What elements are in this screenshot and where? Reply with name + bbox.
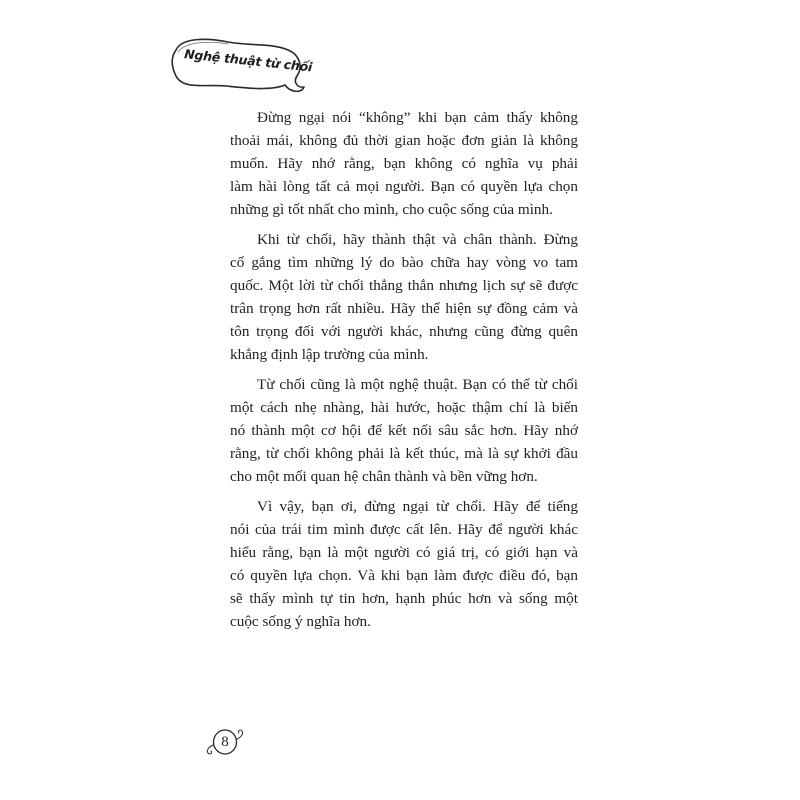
page-number: 8 xyxy=(221,734,229,750)
text-line: nó thành một cơ hội để kết nối sâu sắc hơn. Hãy nhớ xyxy=(230,422,578,439)
text-line: sẽ thấy mình tự tin hơn, hạnh phúc hơn và sống một xyxy=(230,590,578,607)
text-line: Từ chối cũng là một nghệ thuật. Bạn có thể từ chối xyxy=(257,376,578,393)
body-text xyxy=(230,106,578,640)
paragraph xyxy=(230,373,578,488)
text-line: những gì tốt nhất cho mình, cho cuộc sống của mình. xyxy=(230,201,553,218)
text-line: rằng, từ chối không phải là kết thúc, mà là sự khởi đầu xyxy=(230,445,578,462)
page-footer xyxy=(200,726,250,760)
text-line: cố gắng tìm những lý do bào chữa hay vòng vo tam xyxy=(230,254,578,271)
text-line: có quyền lựa chọn. Và khi bạn làm được điều đó, bạn xyxy=(230,567,578,584)
text-line: muốn. Hãy nhớ rằng, bạn không có nghĩa vụ phải xyxy=(230,155,578,172)
text-line: Đừng ngại nói “không” khi bạn cảm thấy không xyxy=(257,109,578,126)
text-line: hiểu rằng, bạn là một người có giá trị, có giới hạn và xyxy=(230,544,578,561)
text-line: Vì vậy, bạn ơi, đừng ngại từ chối. Hãy để tiếng xyxy=(257,498,578,515)
chapter-title: Nghệ thuật từ chối xyxy=(183,46,313,75)
paragraph xyxy=(230,495,578,633)
chapter-header xyxy=(166,30,312,100)
text-line: làm hài lòng tất cả mọi người. Bạn có quyền lựa chọn xyxy=(230,178,578,195)
text-line: nói của trái tim mình được cất lên. Hãy để người khác xyxy=(230,521,578,538)
text-line: cho một mối quan hệ chân thành và bền vững hơn. xyxy=(230,468,538,485)
text-line: một cách nhẹ nhàng, hài hước, hoặc thậm chí là biến xyxy=(230,399,578,416)
text-line: cuộc sống ý nghĩa hơn. xyxy=(230,613,371,630)
paragraph xyxy=(230,228,578,366)
text-line: thoải mái, không đủ thời gian hoặc đơn giản là không xyxy=(230,132,578,149)
text-line: Khi từ chối, hãy thành thật và chân thành. Đừng xyxy=(257,231,578,248)
text-line: tôn trọng đối với người khác, nhưng cũng đừng quên xyxy=(230,323,578,340)
text-line: quốc. Một lời từ chối thẳng thắn nhưng lịch sự sẽ được xyxy=(230,277,578,294)
text-line: trân trọng hơn rất nhiều. Hãy thể hiện sự đồng cảm và xyxy=(230,300,578,317)
text-line: khẳng định lập trường của mình. xyxy=(230,346,429,363)
paragraph xyxy=(230,106,578,221)
